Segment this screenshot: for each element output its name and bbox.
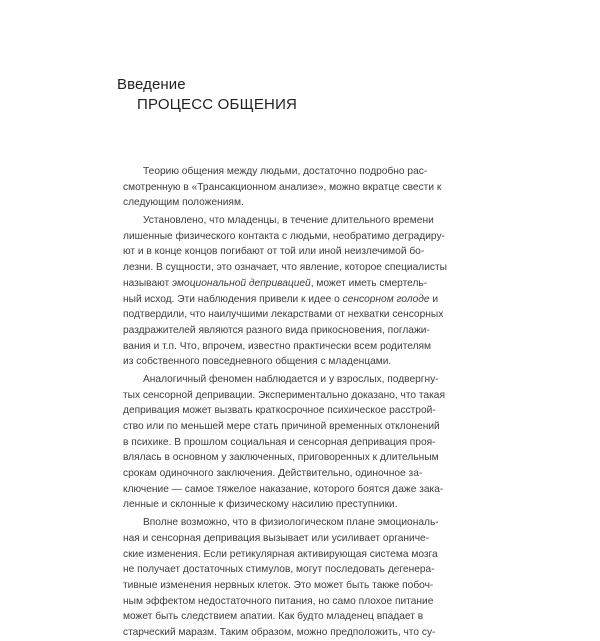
text-line: тивные изменения нервных клеток. Это может быть также побоч-: [123, 579, 434, 591]
text-line: [123, 276, 485, 292]
text-line: в психике. В прошлом социальная и сенсорная депривация проя-: [123, 436, 436, 448]
body-text: [123, 164, 485, 641]
text-line: лишенные физического контакта с людьми, необратимо деградиру-: [123, 230, 445, 242]
text-line: лезни. В сущности, это означает, что явление, которое специалисты: [123, 262, 447, 274]
text-line: Теорию общения между людьми, достаточно подробно рас-: [143, 166, 428, 177]
text-line: ленные и склонные к физическому насилию преступники.: [123, 499, 398, 511]
text-line: раздражителей являются разного вида прикосновения, поглажи-: [123, 324, 430, 336]
text-line: Установлено, что младенцы, в течение длительного времени: [143, 215, 434, 227]
italic-term: сенсорном голоде: [342, 293, 430, 305]
paragraph-1: [123, 164, 485, 211]
text-line: не получает достаточных стимулов, могут последовать дегенера-: [123, 564, 435, 576]
text-line: ная и сенсорная депривация вызывает или усиливает органиче-: [123, 532, 430, 544]
text-line: срокам одиночного заключения. Действительно, одиночное за-: [123, 468, 423, 480]
text-line: смотренную в «Трансакционном анализе», можно вкратце свести к: [123, 181, 442, 193]
text-line: старческий маразм. Таким образом, можно предположить, что су-: [123, 626, 436, 638]
text-line: влялась в основном у заключенных, приговоренных к длительным: [123, 452, 439, 464]
text-line: ным эффектом недостаточного питания, но само плохое питание: [123, 595, 434, 607]
text-line: [123, 292, 485, 308]
text-line: ют и в конце концов погибают от той или иной неизлечимой бо-: [123, 246, 425, 258]
chapter-title: ПРОЦЕСС ОБЩЕНИЯ: [137, 96, 298, 113]
text-line: может быть следствием апатии. Как будто младенец впадает в: [123, 611, 424, 623]
text-fragment: называют: [123, 277, 173, 289]
text-line: подтвердили, что наилучшими лекарствами от нехватки сенсорных: [123, 309, 444, 321]
italic-term: эмоциональной депривацией: [172, 277, 311, 289]
text-line: следующим положениям.: [123, 197, 244, 209]
text-fragment: , может иметь смертель-: [310, 277, 428, 289]
text-fragment: и: [429, 293, 439, 305]
text-line: Аналогичный феномен наблюдается и у взрослых, подвергну-: [143, 373, 439, 385]
text-line: ские изменения. Если ретикулярная активирующая система мозга: [123, 548, 438, 560]
text-line: тых сенсорной депривации. Экспериментально доказано, что такая: [123, 389, 445, 401]
text-line: депривация может вызвать краткосрочное психическое расстрой-: [123, 405, 436, 417]
text-line: ство или по меньшей мере стать причиной временных отклонений: [123, 421, 440, 432]
paragraph-4: [123, 515, 485, 641]
text-line: вания и т.п. Что, впрочем, известно практически всем родителям: [123, 340, 432, 352]
paragraph-3: [123, 372, 485, 513]
text-line: ключение — самое тяжелое наказание, которого боятся даже зака-: [123, 483, 444, 495]
text-fragment: ный исход. Эти наблюдения привели к идее о: [123, 293, 343, 305]
text-line: из собственного повседневного общения с младенцами.: [123, 356, 392, 368]
paragraph-2: [123, 213, 485, 370]
chapter-label: Введение: [117, 76, 186, 93]
text-line: Вполне возможно, что в физиологическом плане эмоциональ-: [143, 517, 439, 529]
